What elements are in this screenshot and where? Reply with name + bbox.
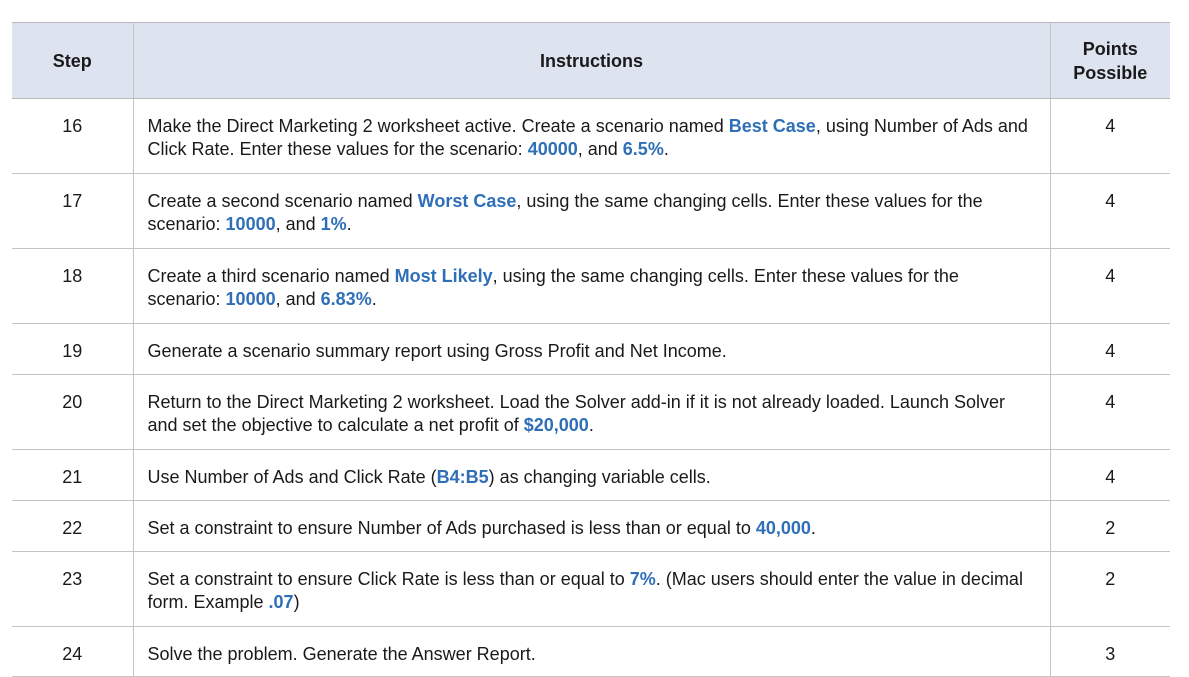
instruction-segment: . [810, 518, 816, 538]
table-row [12, 174, 1170, 249]
header-step: Step [12, 23, 133, 99]
points-value: 3 [1050, 627, 1170, 677]
instruction-segment: Use Number of Ads and Click Rate ( [147, 467, 437, 487]
highlighted-value: 10000 [225, 214, 276, 234]
instruction-segment: Set a constraint to ensure Number of Ads purchased is less than or equal to [147, 518, 756, 538]
step-number: 20 [12, 375, 133, 450]
instruction-text [133, 552, 1050, 627]
instruction-segment: . [346, 214, 352, 234]
table-row [12, 627, 1170, 677]
instruction-text [133, 324, 1050, 375]
step-number: 18 [12, 249, 133, 324]
highlighted-value: 1% [320, 214, 347, 234]
step-number: 19 [12, 324, 133, 375]
instruction-segment: , and [577, 139, 623, 159]
table-header [12, 23, 1170, 99]
instruction-segment: Create a second scenario named [147, 191, 418, 211]
instruction-text [133, 174, 1050, 249]
highlighted-value: 40,000 [755, 518, 811, 538]
instruction-segment: . [663, 139, 669, 159]
instruction-segment: Set a constraint to ensure Click Rate is less than or equal to [147, 569, 630, 589]
instruction-segment: ) as changing variable cells. [488, 467, 711, 487]
instruction-segment: , and [275, 214, 321, 234]
instruction-segment: Solve the problem. Generate the Answer Report. [147, 644, 536, 664]
step-number: 23 [12, 552, 133, 627]
instruction-text [133, 450, 1050, 501]
instruction-segment: , using the same changing cells. Enter these values for the scenario: [147, 191, 983, 234]
points-value: 2 [1050, 552, 1170, 627]
table-row [12, 450, 1170, 501]
table-row [12, 324, 1170, 375]
instruction-segment: ) [293, 592, 300, 612]
instruction-segment: . [588, 415, 594, 435]
instruction-segment: . [371, 289, 377, 309]
instructions-table-container [12, 22, 1170, 677]
step-number: 24 [12, 627, 133, 677]
table-row [12, 249, 1170, 324]
highlighted-value: Most Likely [394, 266, 493, 286]
instruction-segment: , using Number of Ads and Click Rate. Enter these values for the scenario: [147, 116, 1028, 159]
instruction-segment: , using the same changing cells. Enter these values for the scenario: [147, 266, 959, 309]
points-value: 4 [1050, 375, 1170, 450]
highlighted-value: .07 [268, 592, 294, 612]
header-points-line1: Points [1082, 38, 1138, 59]
instruction-segment: Create a third scenario named [147, 266, 395, 286]
points-value: 4 [1050, 99, 1170, 174]
header-points-line2: Possible [1073, 62, 1148, 83]
instruction-segment: , and [275, 289, 321, 309]
points-value: 4 [1050, 249, 1170, 324]
highlighted-value: 40000 [527, 139, 578, 159]
header-points-possible [1050, 23, 1170, 99]
table-row [12, 501, 1170, 552]
points-value: 2 [1050, 501, 1170, 552]
highlighted-value: B4:B5 [436, 467, 489, 487]
instruction-text [133, 99, 1050, 174]
instruction-segment: . (Mac users should enter the value in decimal form. Example [147, 569, 1023, 612]
highlighted-value: Worst Case [417, 191, 517, 211]
table-body [12, 99, 1170, 677]
table-row [12, 552, 1170, 627]
step-number: 17 [12, 174, 133, 249]
instruction-text [133, 627, 1050, 677]
header-instructions: Instructions [133, 23, 1050, 99]
instruction-segment: Make the Direct Marketing 2 worksheet active. Create a scenario named [147, 116, 729, 136]
header-row [12, 23, 1170, 99]
highlighted-value: 10000 [225, 289, 276, 309]
highlighted-value: Best Case [728, 116, 816, 136]
highlighted-value: 6.5% [622, 139, 664, 159]
highlighted-value: 6.83% [320, 289, 372, 309]
instruction-segment: Return to the Direct Marketing 2 worksheet. Load the Solver add-in if it is not already loaded. Launch Solver and set the objective to calculate a net profit of [147, 392, 1005, 435]
instruction-text [133, 501, 1050, 552]
instruction-text [133, 249, 1050, 324]
step-number: 21 [12, 450, 133, 501]
points-value: 4 [1050, 174, 1170, 249]
table-row [12, 375, 1170, 450]
instruction-text [133, 375, 1050, 450]
highlighted-value: $20,000 [523, 415, 589, 435]
highlighted-value: 7% [629, 569, 656, 589]
table-row [12, 99, 1170, 174]
instruction-segment: Generate a scenario summary report using Gross Profit and Net Income. [147, 341, 727, 361]
instructions-table [12, 22, 1170, 677]
points-value: 4 [1050, 324, 1170, 375]
step-number: 22 [12, 501, 133, 552]
step-number: 16 [12, 99, 133, 174]
points-value: 4 [1050, 450, 1170, 501]
